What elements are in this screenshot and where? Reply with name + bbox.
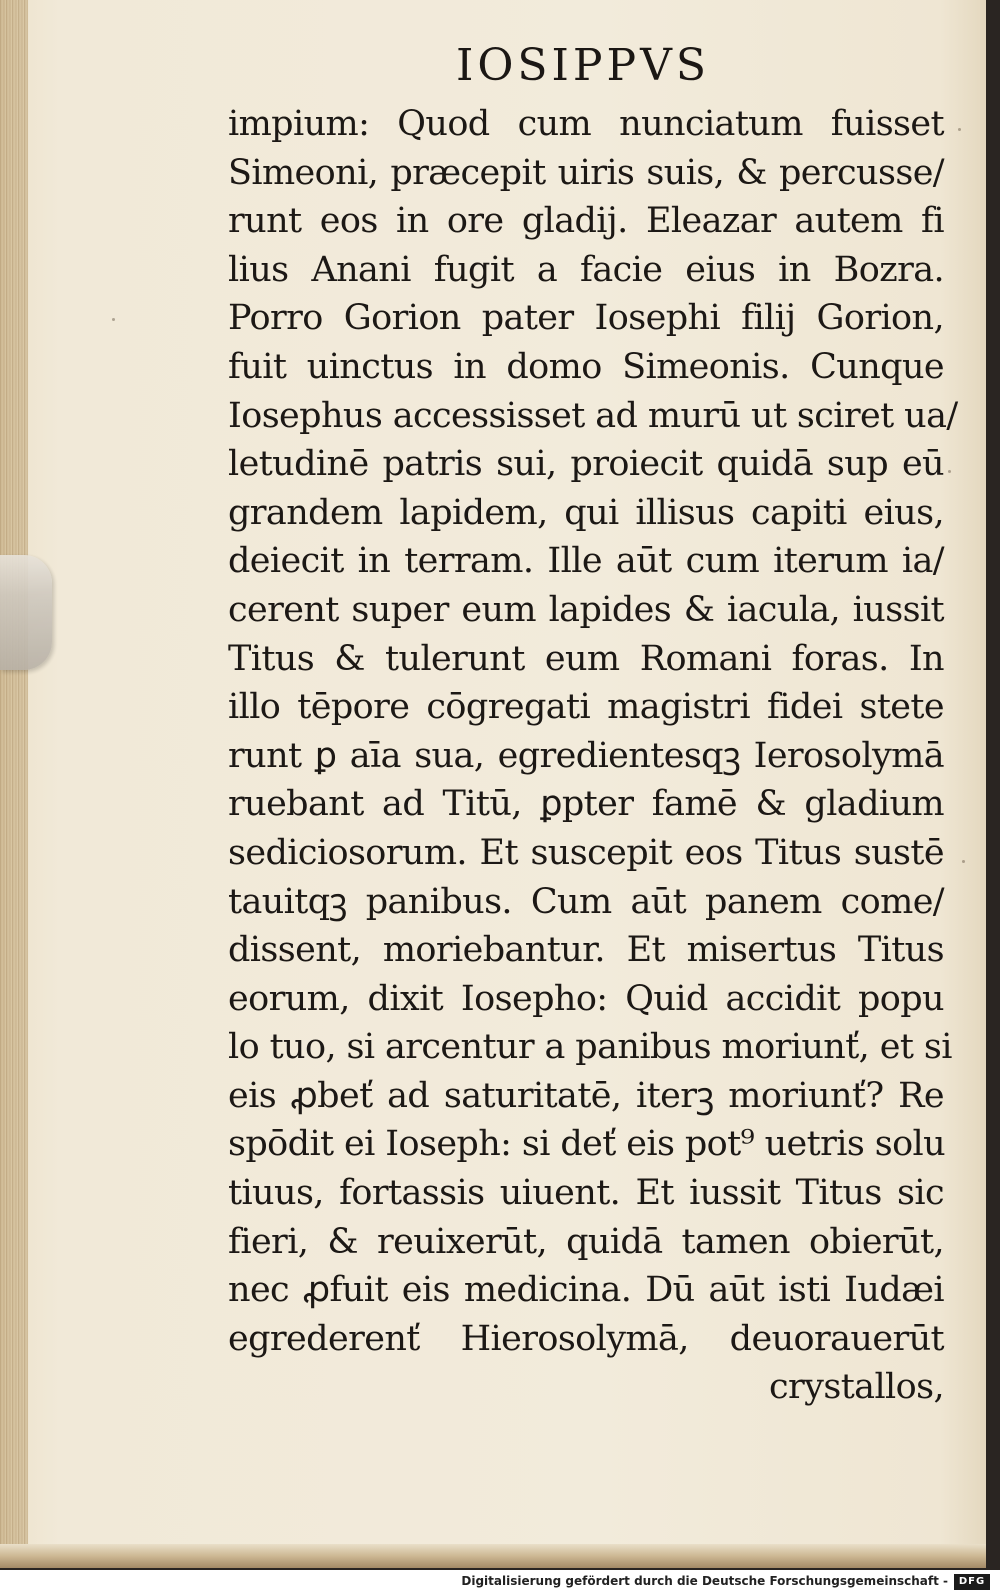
text-line: Titus & tulerunt eum Romani foras. In (228, 638, 944, 679)
text-line: tiuus, fortassis uiuent. Et iussit Titus sic (228, 1173, 944, 1214)
text-line: tauitqꝫ panibus. Cum aūt panem come/ (228, 881, 944, 922)
ink-speck (948, 470, 951, 473)
text-line: cerent super eum lapides & iacula, iussit (228, 589, 944, 630)
text-line: runt ꝑ aīa sua, egredientesqꝫ Ierosolymā (228, 735, 944, 776)
text-line: fuit uinctus in domo Simeonis. Cunque (228, 346, 944, 387)
text-line: Iosephus accessisset ad murū ut sciret ua/ (228, 395, 958, 436)
text-line: deiecit in terram. Ille aūt cum iterum ia/ (228, 541, 944, 582)
text-line: impium: Quod cum nunciatum fuisset (228, 104, 944, 144)
text-line: grandem lapidem, qui illisus capiti eius, (228, 492, 944, 533)
text-line: ruebant ad Titū, ꝑpter famē & gladium (228, 784, 944, 825)
text-line: dissent, moriebantur. Et misertus Titus (228, 930, 944, 971)
text-line: eis ꝓbeť ad saturitatē, iterꝫ moriunť? Re (228, 1075, 944, 1116)
text-line: Porro Gorion pater Iosephi filij Gorion, (228, 298, 944, 339)
text-line: nec ꝓfuit eis medicina. Dū aūt isti Iudæi (228, 1270, 944, 1311)
text-line: letudinē patris sui, proiecit quidā sup eū (228, 444, 944, 485)
text-line: egrederenť Hierosolymā, deuorauerūt (228, 1318, 944, 1359)
ink-speck (962, 860, 965, 863)
text-line: sediciosorum. Et suscepit eos Titus sustē (228, 832, 944, 873)
catchword: crystallos, (769, 1367, 944, 1408)
dfg-logo: DFG (954, 1574, 990, 1590)
funding-credit: Digitalisierung gefördert durch die Deutsche Forschungsgemeinschaft - (461, 1574, 948, 1588)
text-line: Simeoni, præcepit uiris suis, & percusse/ (228, 152, 944, 193)
running-title: IOSIPPVS (455, 40, 711, 91)
digitization-footer (0, 1570, 1000, 1594)
ink-speck (112, 318, 115, 321)
text-line: fieri, & reuixerūt, quidā tamen obierūt, (228, 1221, 944, 1262)
ink-speck (958, 128, 961, 131)
text-line: illo tēpore cōgregati magistri fidei stete (228, 687, 944, 728)
page-bottom-edge (0, 1544, 986, 1568)
text-line: lo tuo, si arcentur a panibus moriunť, et si (228, 1027, 952, 1068)
text-line: runt eos in ore gladij. Eleazar autem fi (228, 201, 944, 242)
text-line: eorum, dixit Iosepho: Quid accidit popu (228, 978, 944, 1019)
text-block (228, 100, 958, 1412)
page-clip (0, 555, 52, 670)
text-line: spōdit ei Ioseph: si deť eis pot⁹ uetris solu (228, 1124, 946, 1165)
page-gutter-edge (0, 0, 28, 1568)
text-line: lius Anani fugit a facie eius in Bozra. (228, 249, 944, 290)
